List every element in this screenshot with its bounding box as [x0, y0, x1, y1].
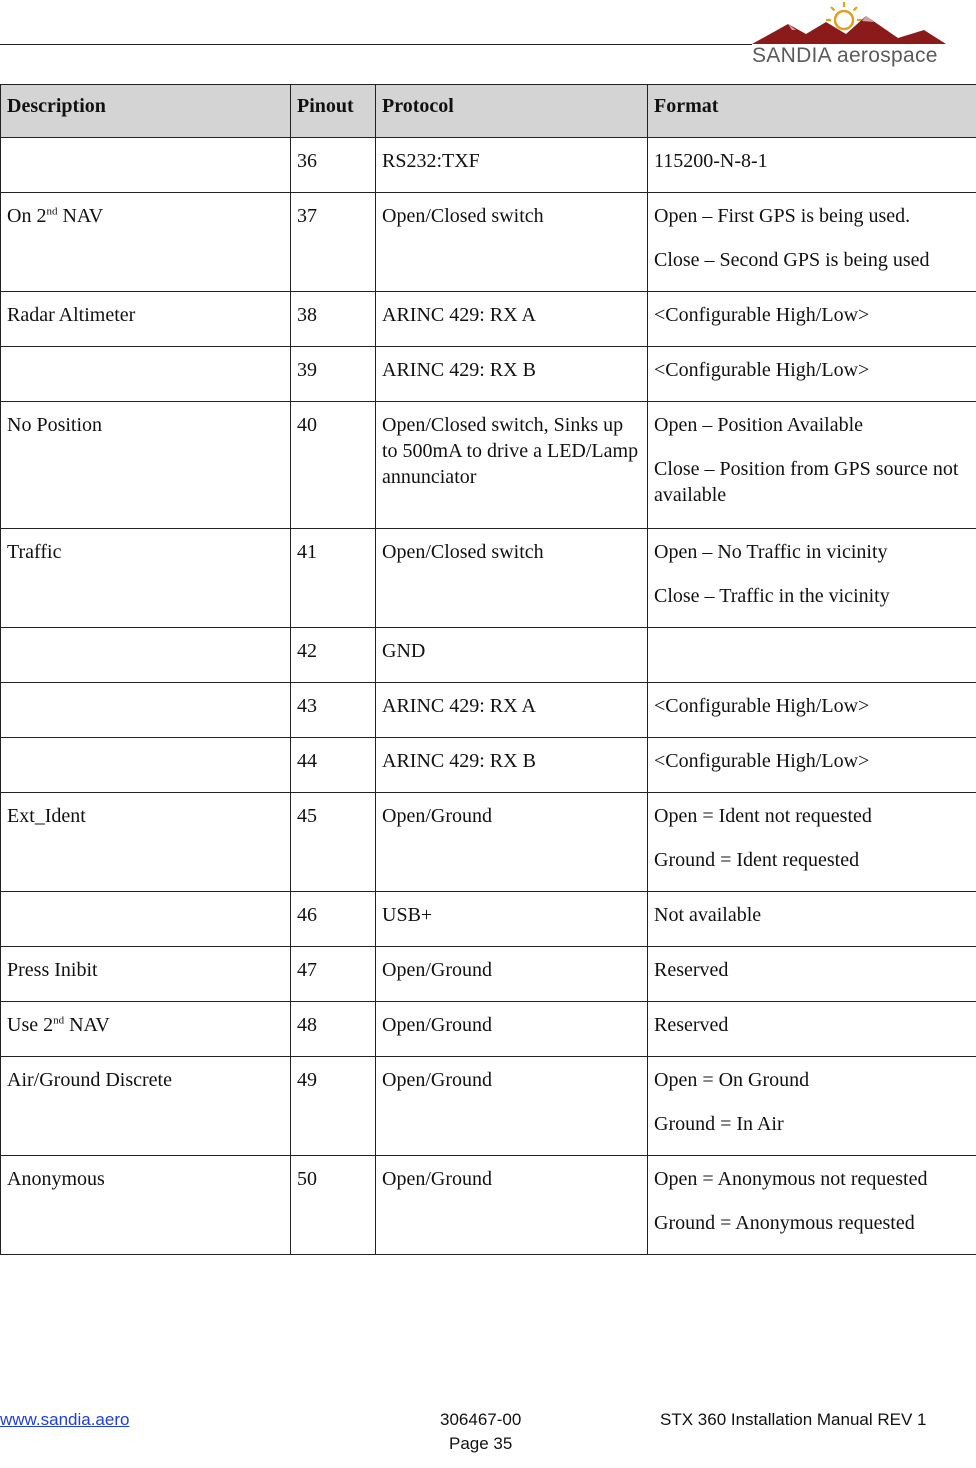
format-cell	[648, 292, 976, 347]
protocol-cell: ARINC 429: RX A	[376, 683, 648, 738]
column-header-description: Description	[1, 85, 291, 138]
ordinal-suffix: nd	[53, 1014, 65, 1027]
manual-title: STX 360 Installation Manual REV 1	[660, 1410, 927, 1429]
format-line: Open = Anonymous not requested	[654, 1168, 928, 1190]
brand-wordmark: SANDIA aerospace	[752, 44, 938, 67]
protocol-cell: RS232:TXF	[376, 138, 648, 193]
description-cell: No Position	[1, 402, 291, 529]
format-line: Close – Position from GPS source not available	[654, 458, 959, 506]
format-cell	[648, 1057, 976, 1156]
table-row	[1, 892, 976, 947]
protocol-cell: USB+	[376, 892, 648, 947]
table-row	[1, 1057, 976, 1156]
protocol-cell: ARINC 429: RX B	[376, 347, 648, 402]
pin-cell: 39	[291, 347, 376, 402]
description-text: NAV	[57, 205, 104, 227]
table-header-row	[1, 85, 976, 138]
format-line: Open – No Traffic in vicinity	[654, 541, 888, 563]
format-line: Open – Position Available	[654, 414, 864, 436]
format-line: Ground = Anonymous requested	[654, 1212, 915, 1234]
document-number: 306467-00	[440, 1410, 522, 1429]
description-cell	[1, 347, 291, 402]
format-cell	[648, 1156, 976, 1255]
description-cell: Radar Altimeter	[1, 292, 291, 347]
protocol-cell: Open/Ground	[376, 947, 648, 1002]
format-cell	[648, 947, 976, 1002]
table-row	[1, 292, 976, 347]
pin-cell: 49	[291, 1057, 376, 1156]
pin-cell: 44	[291, 738, 376, 793]
protocol-cell: Open/Ground	[376, 1156, 648, 1255]
table-row	[1, 529, 976, 628]
format-line: Reserved	[654, 959, 729, 981]
table-row	[1, 402, 976, 529]
description-cell	[1, 892, 291, 947]
pin-cell: 48	[291, 1002, 376, 1057]
protocol-cell: Open/Ground	[376, 1002, 648, 1057]
protocol-cell: Open/Closed switch	[376, 529, 648, 628]
description-cell	[1, 683, 291, 738]
format-line: <Configurable High/Low>	[654, 359, 870, 381]
format-line: <Configurable High/Low>	[654, 304, 870, 326]
pin-cell: 42	[291, 628, 376, 683]
ordinal-suffix: nd	[46, 205, 58, 218]
format-line: <Configurable High/Low>	[654, 695, 870, 717]
description-text: Use 2	[7, 1014, 54, 1036]
pin-cell: 46	[291, 892, 376, 947]
table-row	[1, 138, 976, 193]
description-cell	[1, 1002, 291, 1057]
description-cell	[1, 738, 291, 793]
table-row	[1, 683, 976, 738]
column-header-pinout: Pinout	[291, 85, 376, 138]
format-line: Ground = Ident requested	[654, 849, 860, 871]
table-row	[1, 1156, 976, 1255]
pin-cell: 45	[291, 793, 376, 892]
format-line: Not available	[654, 904, 762, 926]
format-line: Open – First GPS is being used.	[654, 205, 911, 227]
pin-cell: 50	[291, 1156, 376, 1255]
website-link[interactable]: www.sandia.aero	[0, 1410, 130, 1429]
format-cell	[648, 529, 976, 628]
table-row	[1, 347, 976, 402]
protocol-cell: ARINC 429: RX B	[376, 738, 648, 793]
pin-cell: 40	[291, 402, 376, 529]
table-row	[1, 738, 976, 793]
format-line: Open = On Ground	[654, 1069, 810, 1091]
format-cell	[648, 347, 976, 402]
pinout-table	[0, 84, 976, 1255]
format-cell	[648, 138, 976, 193]
protocol-cell: Open/Closed switch, Sinks up to 500mA to drive a LED/Lamp annunciator	[376, 402, 648, 529]
description-cell: Anonymous	[1, 1156, 291, 1255]
table-row	[1, 193, 976, 292]
protocol-cell: Open/Ground	[376, 1057, 648, 1156]
protocol-cell: Open/Ground	[376, 793, 648, 892]
description-cell	[1, 628, 291, 683]
protocol-cell: ARINC 429: RX A	[376, 292, 648, 347]
format-line: Close – Second GPS is being used	[654, 249, 930, 271]
protocol-cell: Open/Closed switch	[376, 193, 648, 292]
format-line: Close – Traffic in the vicinity	[654, 585, 890, 607]
format-line: Reserved	[654, 1014, 729, 1036]
description-cell	[1, 193, 291, 292]
format-cell	[648, 402, 976, 529]
format-cell	[648, 683, 976, 738]
description-text: NAV	[64, 1014, 110, 1036]
description-text: On 2	[7, 205, 47, 227]
format-cell	[648, 628, 976, 683]
format-cell	[648, 892, 976, 947]
pin-cell: 36	[291, 138, 376, 193]
pin-cell: 38	[291, 292, 376, 347]
table-row	[1, 947, 976, 1002]
description-cell: Traffic	[1, 529, 291, 628]
format-line: <Configurable High/Low>	[654, 750, 870, 772]
column-header-protocol: Protocol	[376, 85, 648, 138]
format-line: Open = Ident not requested	[654, 805, 872, 827]
format-cell	[648, 738, 976, 793]
format-cell	[648, 193, 976, 292]
pin-cell: 41	[291, 529, 376, 628]
header-rule	[0, 44, 752, 45]
description-cell: Press Inibit	[1, 947, 291, 1002]
pin-cell: 47	[291, 947, 376, 1002]
format-line: 115200-N-8-1	[654, 150, 768, 172]
description-cell	[1, 138, 291, 193]
description-cell: Ext_Ident	[1, 793, 291, 892]
table-row	[1, 628, 976, 683]
protocol-cell: GND	[376, 628, 648, 683]
description-cell: Air/Ground Discrete	[1, 1057, 291, 1156]
column-header-format: Format	[648, 85, 976, 138]
page-number: Page 35	[449, 1434, 513, 1453]
format-cell	[648, 793, 976, 892]
table-row	[1, 793, 976, 892]
format-line: Ground = In Air	[654, 1113, 784, 1135]
format-cell	[648, 1002, 976, 1057]
pin-cell: 37	[291, 193, 376, 292]
pin-cell: 43	[291, 683, 376, 738]
table-row	[1, 1002, 976, 1057]
